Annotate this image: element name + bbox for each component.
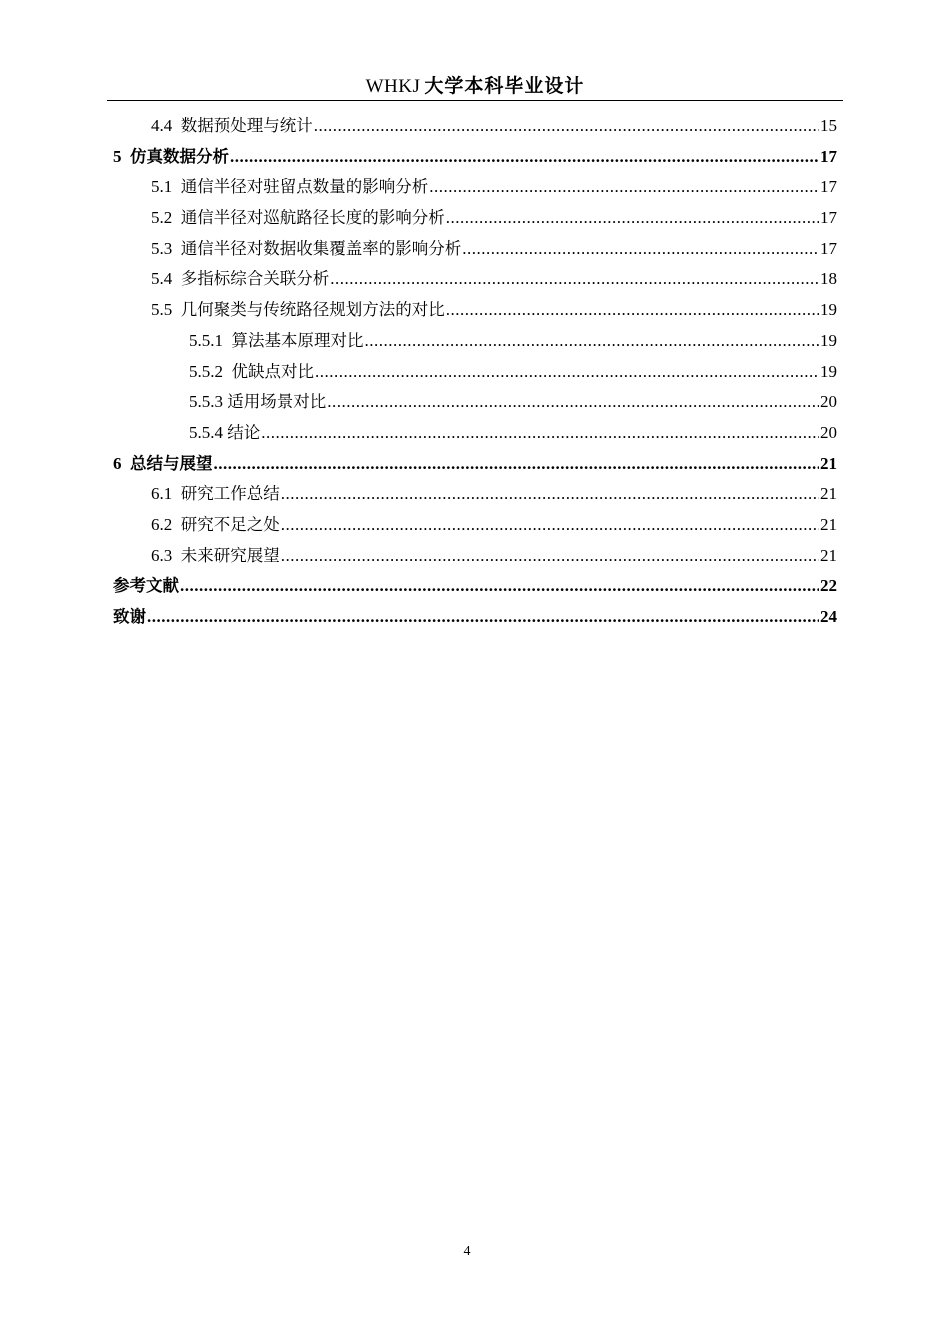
toc-entry-5-3[interactable] — [113, 234, 837, 265]
toc-entry-title: 数据预处理与统计 — [180, 116, 313, 135]
toc-entry-page: 21 — [820, 545, 837, 565]
toc-entry-5-5[interactable] — [113, 295, 837, 326]
toc-leader-dots — [281, 510, 819, 541]
toc-leader-dots — [281, 541, 819, 572]
toc-entry-title: 仿真数据分析 — [130, 146, 229, 166]
toc-entry-page: 24 — [820, 607, 837, 626]
toc-entry-5-5-2[interactable] — [113, 357, 837, 388]
toc-entry-number: 5.5 — [151, 300, 173, 320]
toc-entry-4-4[interactable] — [113, 111, 837, 142]
toc-entry-title: 研究不足之处 — [180, 514, 280, 534]
toc-entry-number: 5.5.2 — [189, 361, 223, 381]
toc-entry-5-5-1[interactable] — [113, 326, 837, 357]
header-title: 大学本科毕业设计 — [424, 75, 585, 97]
toc-entry-page: 20 — [820, 422, 837, 442]
toc-entry-number: 6.2 — [151, 514, 173, 534]
toc-entry-5-2[interactable] — [113, 203, 837, 234]
toc-entry-number: 5.1 — [151, 177, 173, 197]
toc-entry-5-4[interactable] — [113, 264, 837, 295]
toc-entry-title: 几何聚类与传统路径规划方法的对比 — [180, 300, 445, 320]
toc-entry-page: 20 — [820, 392, 837, 412]
toc-leader-dots — [230, 142, 819, 173]
toc-entry-number: 6.1 — [151, 484, 173, 504]
page-number: 4 — [463, 1244, 471, 1259]
toc-entry-number: 5.3 — [151, 238, 173, 258]
toc-leader-dots — [330, 264, 819, 295]
toc-entry-title: 结论 — [227, 422, 261, 442]
toc-entry-title: 算法基本原理对比 — [231, 330, 364, 350]
toc-entry-6[interactable] — [113, 449, 837, 480]
toc-leader-dots — [147, 602, 819, 633]
toc-entry-title: 优缺点对比 — [231, 361, 314, 381]
toc-leader-dots — [180, 571, 819, 602]
toc-leader-dots — [327, 387, 819, 418]
toc-entry-acknowledgements[interactable] — [113, 602, 837, 633]
toc-entry-5-5-4[interactable] — [113, 418, 837, 449]
toc-entry-title: 适用场景对比 — [227, 392, 327, 412]
toc-entry-title: 通信半径对巡航路径长度的影响分析 — [180, 208, 445, 228]
toc-entry-title: 通信半径对数据收集覆盖率的影响分析 — [180, 238, 462, 258]
toc-entry-page: 15 — [820, 116, 837, 135]
toc-leader-dots — [315, 357, 819, 388]
toc-entry-page: 19 — [820, 330, 837, 350]
toc-entry-page: 17 — [820, 177, 837, 197]
header-school-code: WHKJ — [365, 76, 421, 97]
toc-entry-page: 17 — [820, 146, 837, 166]
toc-entry-page: 18 — [820, 269, 837, 289]
toc-entry-6-3[interactable] — [113, 541, 837, 572]
toc-entry-number: 6 — [113, 453, 122, 473]
toc-entry-5[interactable] — [113, 142, 837, 173]
toc-entry-number: 5.5.1 — [189, 330, 223, 350]
toc-entry-number: 6.3 — [151, 545, 173, 565]
toc-entry-number: 5.2 — [151, 208, 173, 228]
toc-entry-title: 未来研究展望 — [180, 545, 280, 565]
toc-leader-dots — [462, 234, 819, 265]
toc-leader-dots — [281, 479, 819, 510]
toc-entry-title: 多指标综合关联分析 — [180, 269, 330, 289]
toc-entry-number: 4.4 — [151, 116, 173, 135]
toc-entry-page: 19 — [820, 300, 837, 320]
toc-leader-dots — [429, 172, 819, 203]
toc-entry-page: 17 — [820, 238, 837, 258]
toc-leader-dots — [261, 418, 819, 449]
toc-leader-dots — [446, 295, 819, 326]
toc-entry-number: 5.5.4 — [189, 422, 223, 442]
toc-entry-page: 19 — [820, 361, 837, 381]
toc-entry-5-5-3[interactable] — [113, 387, 837, 418]
toc-entry-6-1[interactable] — [113, 479, 837, 510]
page-header — [107, 72, 843, 101]
toc-entry-title: 研究工作总结 — [180, 484, 280, 504]
toc-leader-dots — [314, 111, 819, 142]
toc-entry-title: 通信半径对驻留点数量的影响分析 — [180, 177, 429, 197]
table-of-contents — [113, 111, 837, 633]
toc-entry-number: 5.5.3 — [189, 392, 223, 412]
toc-entry-title: 总结与展望 — [130, 453, 213, 473]
toc-entry-6-2[interactable] — [113, 510, 837, 541]
toc-leader-dots — [365, 326, 820, 357]
toc-entry-number: 5 — [113, 146, 122, 166]
toc-entry-title: 致谢 — [113, 607, 146, 626]
toc-entry-number: 5.4 — [151, 269, 173, 289]
toc-entry-title: 参考文献 — [113, 576, 179, 596]
toc-entry-page: 21 — [820, 514, 837, 534]
toc-entry-page: 21 — [820, 453, 837, 473]
toc-leader-dots — [214, 449, 820, 480]
toc-entry-page: 17 — [820, 208, 837, 228]
toc-entry-page: 21 — [820, 484, 837, 504]
toc-entry-page: 22 — [820, 576, 837, 596]
toc-leader-dots — [446, 203, 819, 234]
toc-entry-5-1[interactable] — [113, 172, 837, 203]
toc-entry-references[interactable] — [113, 571, 837, 602]
